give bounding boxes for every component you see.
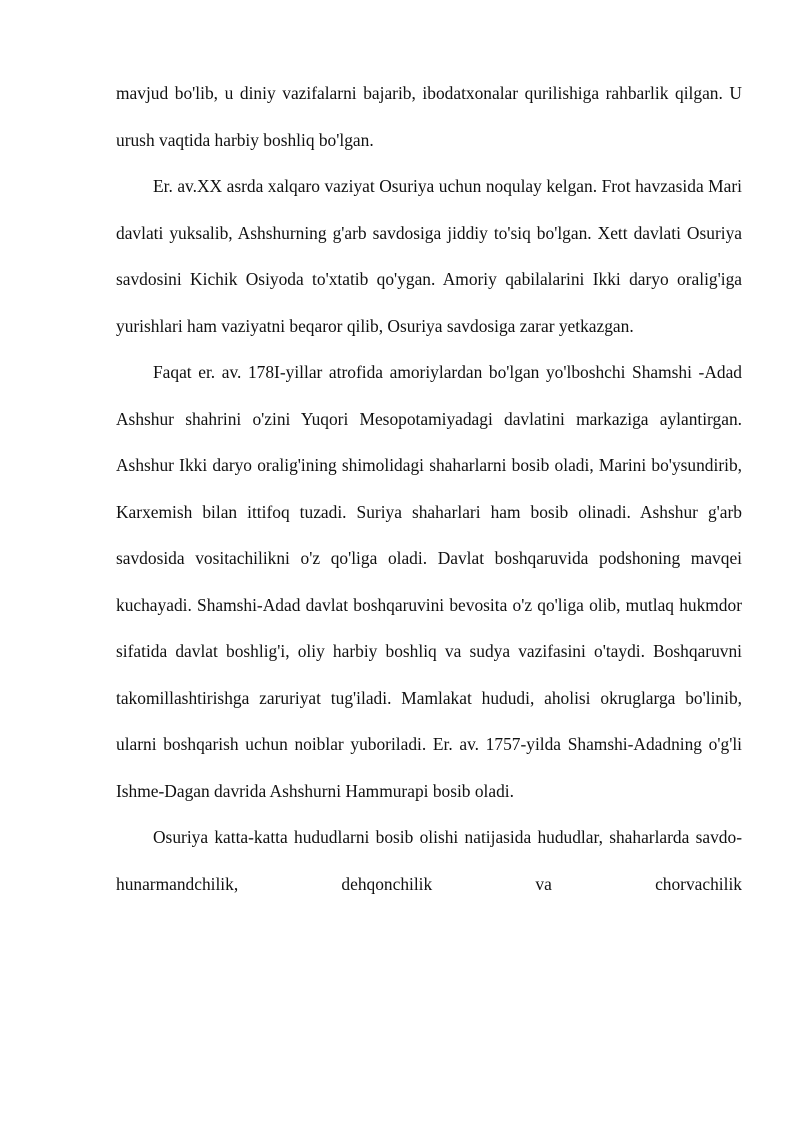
paragraph-2: Er. av.XX asrda xalqaro vaziyat Osuriya uchun noqulay kelgan. Frot havzasida Mari davlati yuksalib, Ashshurning g'arb savdosiga jiddiy to'siq bo'lgan. Xett davlati Osuriya savdosini Kichik Osiyoda to'xtatib qo'ygan. Amoriy qabilalarini Ikki daryo oralig'iga yurishlari ham vaziyatni beqaror qilib, Osuriya savdosiga zarar yetkazgan. <box>116 176 742 336</box>
paragraph-4: Osuriya katta-katta hududlarni bosib olishi natijasida hududlar, shaharlarda savdo-hunarmandchilik, dehqonchilik va chorvachilik <box>116 827 742 894</box>
paragraph-3: Faqat er. av. 178I-yillar atrofida amoriylardan bo'lgan yo'lboshchi Shamshi -Adad Ashshur shahrini o'zini Yuqori Mesopotamiyadagi davlatini markaziga aylantirgan. Ashshur Ikki daryo oralig'ining shimolidagi shaharlarni bosib oladi, Marini bo'ysundirib, Karxemish bilan ittifoq tuzadi. Suriya shaharlari ham bosib olinadi. Ashshur g'arb savdosida vositachilikni o'z qo'liga oladi. Davlat boshqaruvida podshoning mavqei kuchayadi. Shamshi-Adad davlat boshqaruvini bevosita o'z qo'liga olib, mutlaq hukmdor sifatida davlat boshlig'i, oliy harbiy boshliq va sudya vazifasini o'taydi. Boshqaruvni takomillashtirishga zaruriyat tug'iladi. Mamlakat hududi, aholisi okruglarga bo'linib, ularni boshqarish uchun noiblar yuboriladi. Er. av. 1757-yilda Shamshi-Adadning o'g'li Ishme-Dagan davrida Ashshurni Hammurapi bosib oladi. <box>116 362 742 801</box>
paragraph-1: mavjud bo'lib, u diniy vazifalarni bajarib, ibodatxonalar qurilishiga rahbarlik qilgan. U urush vaqtida harbiy boshliq bo'lgan. <box>116 83 742 150</box>
document-page <box>116 70 742 907</box>
